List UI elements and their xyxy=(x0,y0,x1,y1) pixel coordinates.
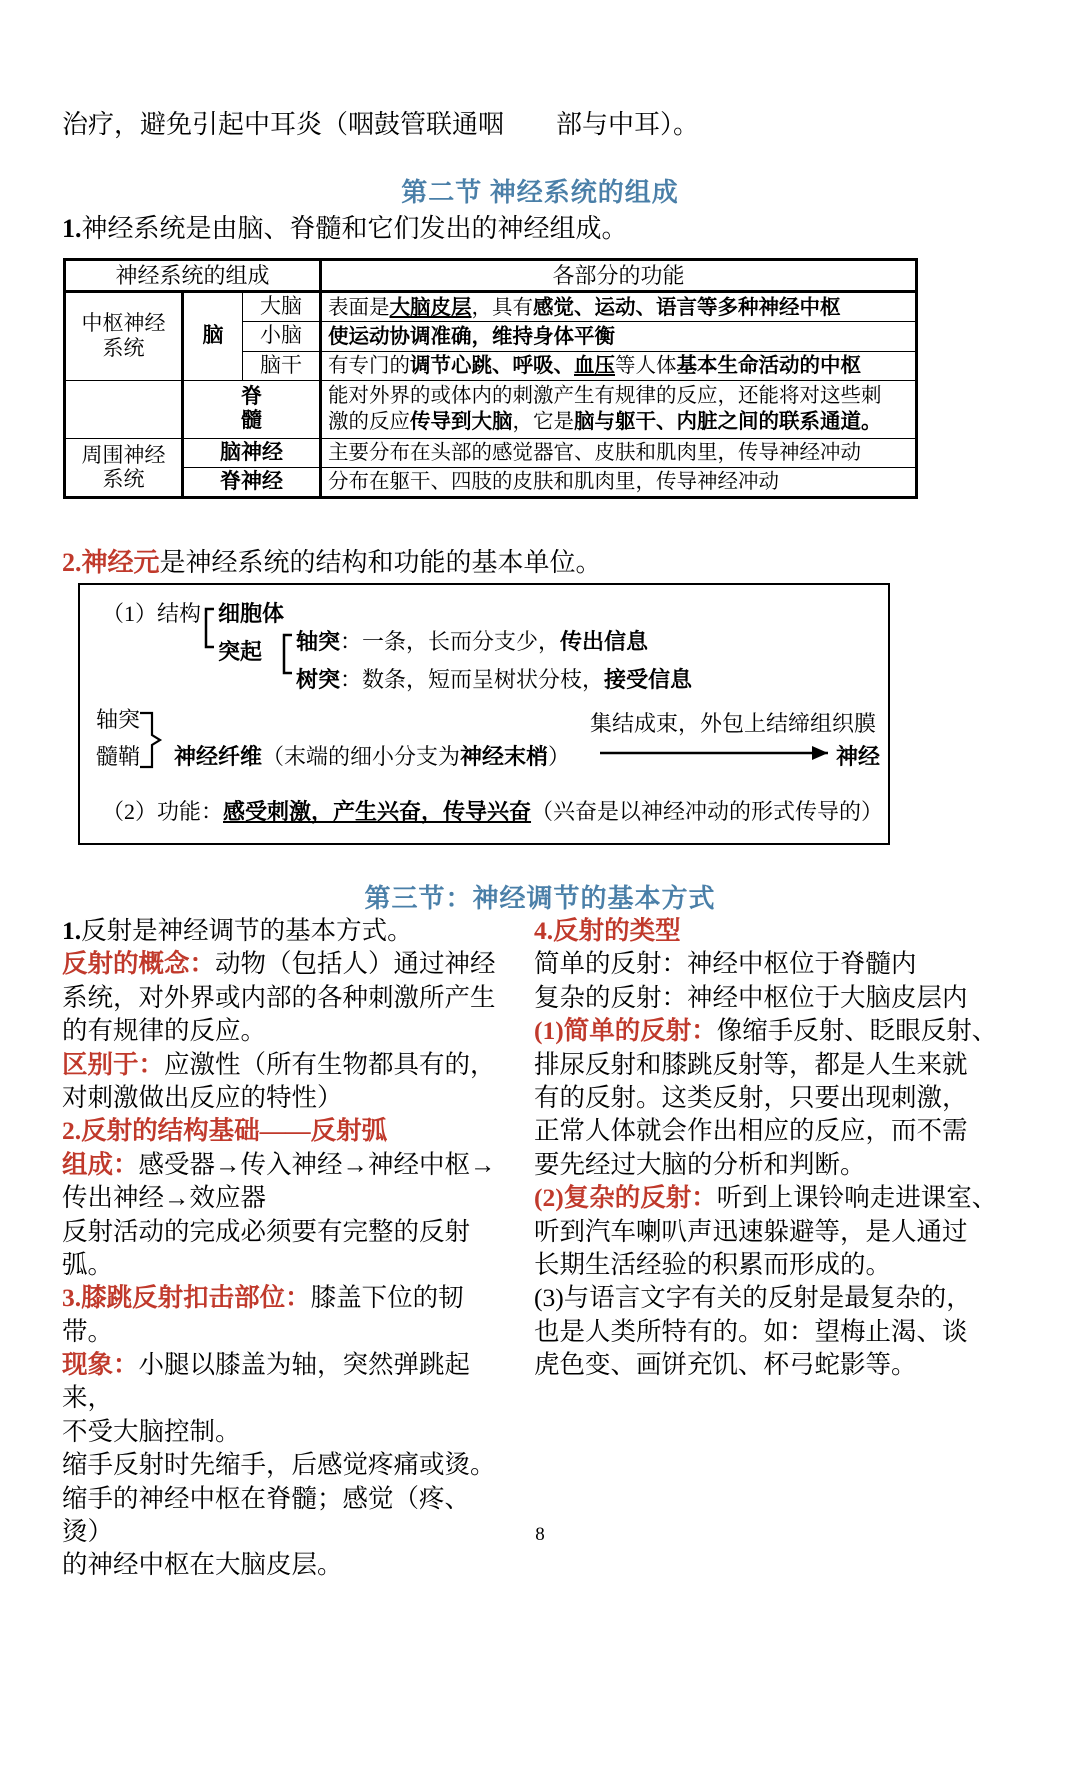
cell-peripheral-nervous-system: 周围神经 系统 xyxy=(65,439,183,498)
fiber-axon-label: 轴突 xyxy=(96,707,141,732)
structure-label: （1）结构 xyxy=(102,601,202,626)
item-2-text: 是神经系统的结构和功能的基本单位。 xyxy=(159,548,602,577)
section-2-item-1 xyxy=(62,208,628,245)
header-composition: 神经系统的组成 xyxy=(65,260,321,292)
axon-desc: ：一条，长而分支少， xyxy=(340,629,561,654)
table-header-row xyxy=(65,260,917,292)
bundle-note: 集结成束，外包上结缔组织膜 xyxy=(590,711,877,736)
dendrite-label: 树突 xyxy=(296,667,341,692)
right-column-line xyxy=(534,1014,1004,1047)
left-column-line: 不受大脑控制。 xyxy=(62,1416,241,1446)
line-text: 听到上课铃响走进课室、 xyxy=(716,1183,998,1213)
section-3-heading xyxy=(0,878,1080,915)
dendrite-line xyxy=(296,663,692,694)
left-column-line: 对刺激做出反应的特性） xyxy=(62,1082,343,1112)
fiber-paren-close: ） xyxy=(548,744,571,769)
neuron-diagram-box xyxy=(78,583,890,845)
nervous-system-table-wrapper xyxy=(63,258,918,499)
cell-spinal-cord-blank xyxy=(65,380,183,438)
left-column-line xyxy=(62,947,502,980)
right-column-line xyxy=(534,1181,1004,1214)
table-row xyxy=(65,468,917,498)
line-lead: 组成： xyxy=(62,1149,139,1179)
cell-cranial-nerves-function: 主要分布在头部的感觉器官、皮肤和肌肉里，传导神经冲动 xyxy=(321,439,917,468)
item-1-text: 神经系统是由脑、脊髓和它们发出的神经组成。 xyxy=(81,214,628,243)
line-text: 感受器→传入神经→神经中枢→ xyxy=(138,1149,496,1179)
left-column-line xyxy=(62,1148,502,1181)
left-column-line: 系统，对外界或内部的各种刺激所产生 xyxy=(62,982,496,1012)
nerve-fiber-label: 神经纤维 xyxy=(174,744,263,769)
right-column-line: 有的反射。这类反射，只要出现刺激， xyxy=(534,1082,968,1112)
right-column-heading: 4.反射的类型 xyxy=(534,916,681,945)
line-text: 动物（包括人）通过神经 xyxy=(215,949,496,979)
section-3-title: 第三节：神经调节的基本方式 xyxy=(364,884,716,913)
item-2-number: 2. xyxy=(62,548,82,577)
axon-label: 轴突 xyxy=(296,629,341,654)
axon-desc-bold: 传出信息 xyxy=(560,629,649,654)
item-2-keyword: 神经元 xyxy=(81,548,160,577)
table-row xyxy=(65,292,917,322)
section-2-item-2 xyxy=(62,542,602,579)
dendrite-desc: ：数条，短而呈树状分枝， xyxy=(340,667,605,692)
page-number: 8 xyxy=(535,1524,545,1545)
line-lead: 3.膝跳反射扣击部位： xyxy=(62,1283,311,1313)
cell-spinal-cord-function: 能对外界的或体内的刺激产生有规律的反应，还能将对这些刺 激的反应传导到大脑，它是脑与躯干、内脏之间的联系通道。 xyxy=(321,380,917,438)
left-column-line: 的有规律的反应。 xyxy=(62,1016,267,1046)
right-column-line: 复杂的反射：神经中枢位于大脑皮层内 xyxy=(534,982,968,1012)
left-column-line xyxy=(62,914,502,947)
nerve-ending-label: 神经末梢 xyxy=(460,744,549,769)
cell-spinal-cord: 脊 髓 xyxy=(183,380,321,438)
left-column xyxy=(62,914,502,1582)
function-paren: （兴奋是以神经冲动的形式传导的） xyxy=(531,799,884,824)
left-column-heading: 2.反射的结构基础——反射弧 xyxy=(62,1116,388,1146)
line-lead: (2)复杂的反射： xyxy=(534,1183,717,1213)
cell-cerebrum-function: 表面是大脑皮层，具有感觉、运动、语言等多种神经中枢 xyxy=(321,292,917,322)
line-text: 小腿以膝盖为轴，突然弹跳起来， xyxy=(62,1350,471,1413)
fiber-paren-open: （末端的细小分支为 xyxy=(262,744,461,769)
cell-brainstem: 脑干 xyxy=(243,351,321,380)
left-column-line: 缩手反射时先缩手，后感觉疼痛或烫。 xyxy=(62,1450,496,1480)
protrusion-label: 突起 xyxy=(218,639,263,664)
right-column-line: 排尿反射和膝跳反射等，都是人生来就 xyxy=(534,1049,968,1079)
right-column-line: 听到汽车喇叭声迅速躲避等，是人通过 xyxy=(534,1216,968,1246)
right-column-line: 要先经过大脑的分析和判断。 xyxy=(534,1149,866,1179)
right-column-line: 正常人体就会作出相应的反应，而不需 xyxy=(534,1116,968,1146)
right-column-line: 虎色变、画饼充饥、杯弓蛇影等。 xyxy=(534,1350,917,1380)
line-lead: 区别于： xyxy=(62,1049,165,1079)
cell-cerebellum-function: 使运动协调准确，维持身体平衡 xyxy=(321,322,917,351)
nerve-fiber-line xyxy=(174,740,570,771)
line-number: 1. xyxy=(62,916,82,945)
table-row xyxy=(65,439,917,468)
nerve-label: 神经 xyxy=(836,744,881,769)
cell-cerebellum: 小脑 xyxy=(243,322,321,351)
fiber-myelin-label: 髓鞘 xyxy=(96,744,141,769)
dendrite-desc-bold: 接受信息 xyxy=(604,667,693,692)
right-column xyxy=(534,914,1004,1381)
section-2-title: 第二节 神经系统的组成 xyxy=(401,178,679,207)
cell-body-label: 细胞体 xyxy=(218,601,285,626)
table-row xyxy=(65,380,917,438)
right-column-line: 简单的反射：神经中枢位于脊髓内 xyxy=(534,949,917,979)
cell-central-nervous-system: 中枢神经 系统 xyxy=(65,292,183,380)
right-column-line: (3)与语言文字有关的反射是最复杂的， xyxy=(534,1283,972,1313)
left-column-line xyxy=(62,1048,502,1081)
nervous-system-table xyxy=(63,258,918,499)
left-column-line xyxy=(62,1348,502,1415)
cell-spinal-nerves-function: 分布在躯干、四肢的皮肤和肌肉里，传导神经冲动 xyxy=(321,468,917,498)
line-lead: (1)简单的反射： xyxy=(534,1016,717,1046)
left-column-line: 的神经中枢在大脑皮层。 xyxy=(62,1550,343,1580)
line-lead: 反射的概念： xyxy=(62,949,216,979)
axon-line xyxy=(296,625,648,656)
cell-spinal-nerves: 脊神经 xyxy=(183,468,321,498)
left-column-line xyxy=(62,1281,502,1348)
top-continuation-line: 治疗，避免引起中耳炎（咽鼓管联通咽 部与中耳）。 xyxy=(62,110,700,139)
cell-brain: 脑 xyxy=(183,292,243,380)
right-column-line: 也是人类所特有的。如：望梅止渴、谈 xyxy=(534,1316,968,1346)
cell-brainstem-function: 有专门的调节心跳、呼吸、血压等人体基本生命活动的中枢 xyxy=(321,351,917,380)
section-2-heading xyxy=(0,172,1080,209)
two-column-body xyxy=(62,914,1020,1582)
function-label: （2）功能： xyxy=(102,799,224,824)
item-1-number: 1. xyxy=(62,214,82,243)
left-column-line: 反射活动的完成必须要有完整的反射 xyxy=(62,1216,471,1246)
cell-cerebrum: 大脑 xyxy=(243,292,321,322)
function-line xyxy=(102,795,883,826)
function-bold: 感受刺激，产生兴奋，传导兴奋 xyxy=(223,799,532,824)
left-column-line: 缩手的神经中枢在脊髓；感觉（疼、烫） xyxy=(62,1483,471,1547)
line-text: 应激性（所有生物都具有的， xyxy=(164,1049,496,1079)
line-text: 像缩手反射、眨眼反射、 xyxy=(716,1016,998,1046)
left-column-line: 传出神经→效应器 xyxy=(62,1183,267,1213)
right-column-line: 长期生活经验的积累而形成的。 xyxy=(534,1249,892,1279)
line-lead: 现象： xyxy=(62,1350,139,1380)
line-text: 反射是神经调节的基本方式。 xyxy=(81,916,413,945)
header-function: 各部分的功能 xyxy=(321,260,917,292)
cell-cranial-nerves: 脑神经 xyxy=(183,439,321,468)
left-column-line: 弧。 xyxy=(62,1249,114,1279)
line-text: 膝盖下位的韧带。 xyxy=(62,1283,464,1346)
